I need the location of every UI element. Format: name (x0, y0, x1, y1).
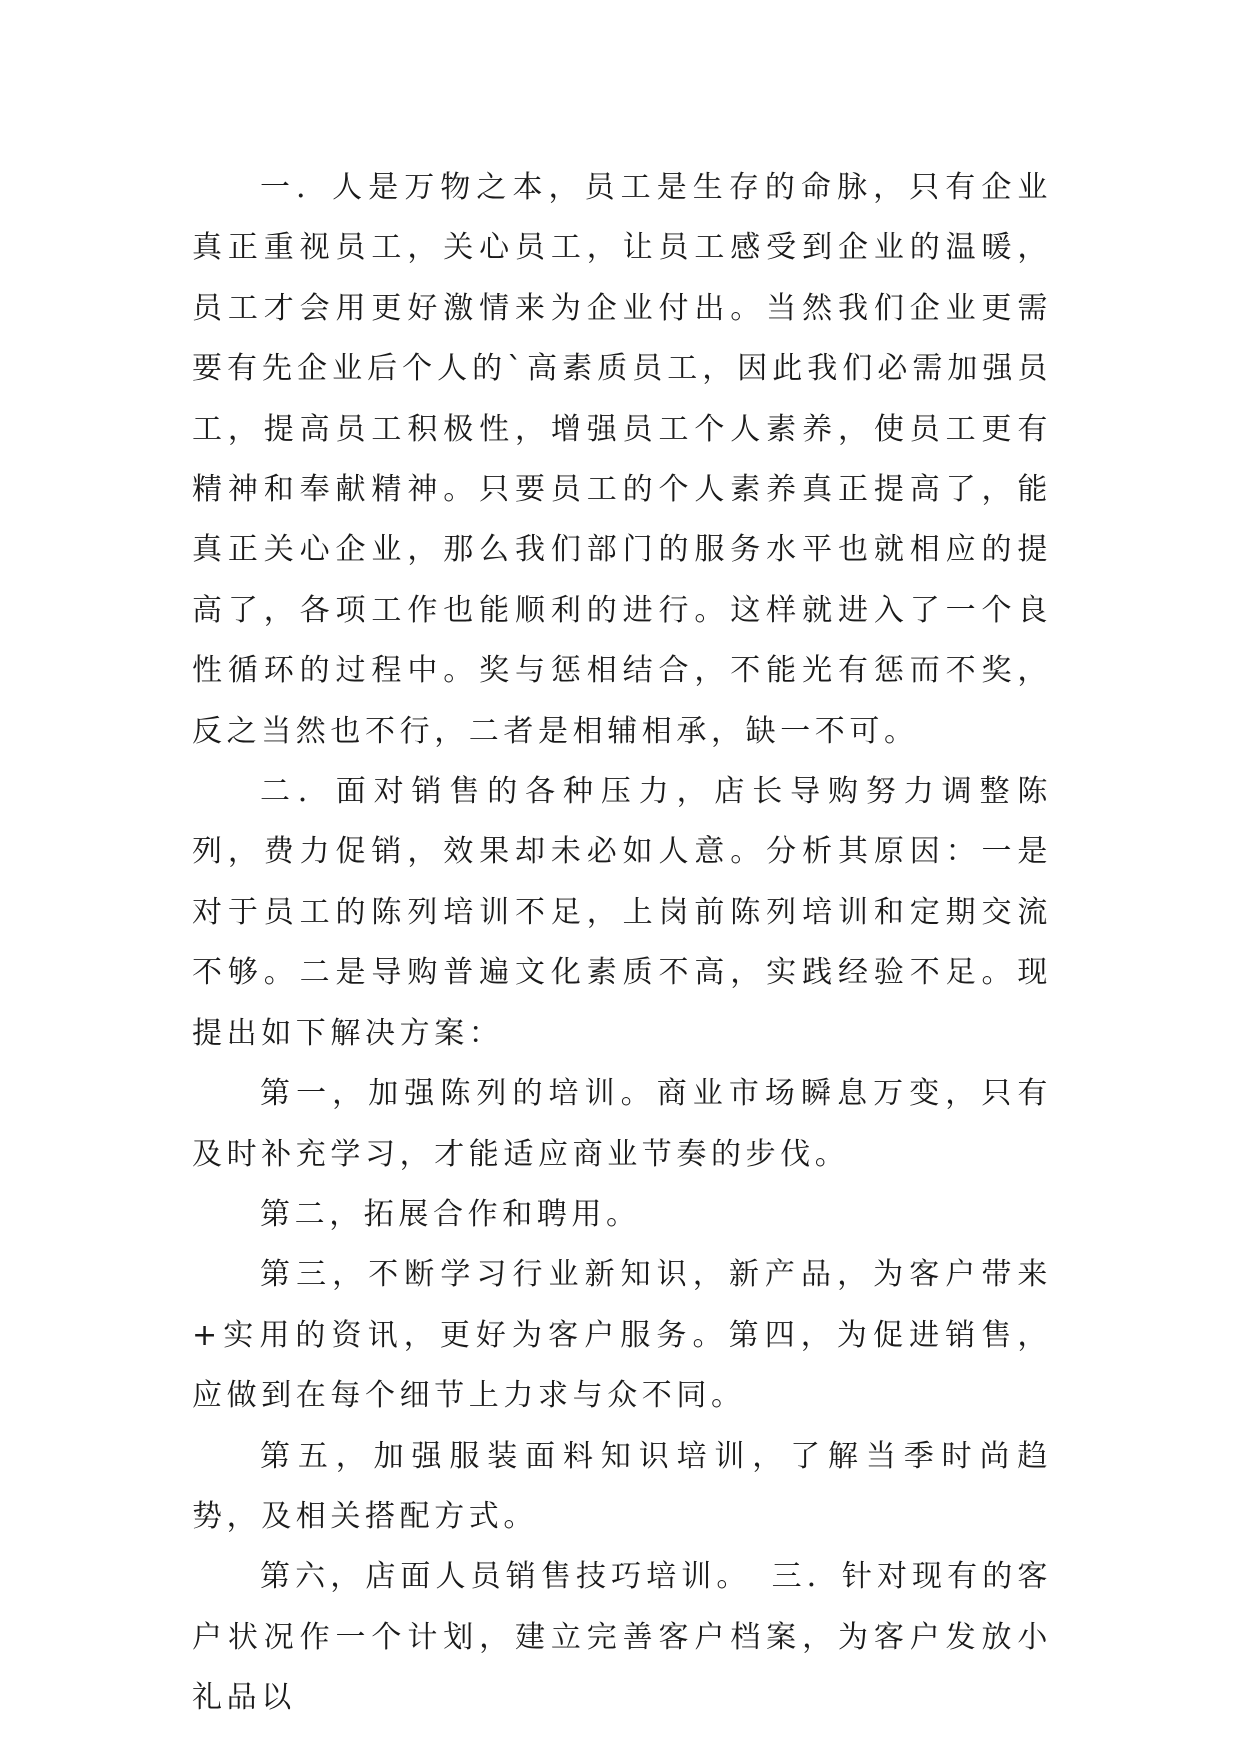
paragraph-6: 第五，加强服装面料知识培训，了解当季时尚趋势，及相关搭配方式。 (192, 1438, 1052, 1534)
document-body (192, 158, 1052, 1729)
paragraph-5: 第三，不断学习行业新知识，新产品，为客户带来+实用的资讯，更好为客户服务。第四，为促进销售，应做到在每个细节上力求与众不同。 (192, 1257, 1052, 1414)
paragraph-1: 一．人是万物之本，员工是生存的命脉，只有企业真正重视员工，关心员工，让员工感受到企业的温暖，员工才会用更好激情来为企业付出。当然我们企业更需要有先企业后个人的`高素质员工，因此我们必需加强员工，提高员工积极性，增强员工个人素养，使员工更有精神和奉献精神。只要员工的个人素养真正提高了，能真正关心企业，那么我们部门的服务水平也就相应的提高了，各项工作也能顺利的进行。这样就进入了一个良性循环的过程中。奖与惩相结合，不能光有惩而不奖，反之当然也不行，二者是相辅相承，缺一不可。 (192, 170, 1052, 749)
paragraph-7: 第六，店面人员销售技巧培训。 三．针对现有的客户状况作一个计划，建立完善客户档案，为客户发放小礼品以 (192, 1559, 1052, 1716)
paragraph-2: 二．面对销售的各种压力，店长导购努力调整陈列，费力促销，效果却未必如人意。分析其原因：一是对于员工的陈列培训不足，上岗前陈列培训和定期交流不够。二是导购普遍文化素质不高，实践经验不足。现提出如下解决方案： (192, 774, 1052, 1051)
paragraph-4: 第二，拓展合作和聘用。 (260, 1196, 641, 1232)
paragraph-3: 第一，加强陈列的培训。商业市场瞬息万变，只有及时补充学习，才能适应商业节奏的步伐。 (192, 1076, 1052, 1172)
